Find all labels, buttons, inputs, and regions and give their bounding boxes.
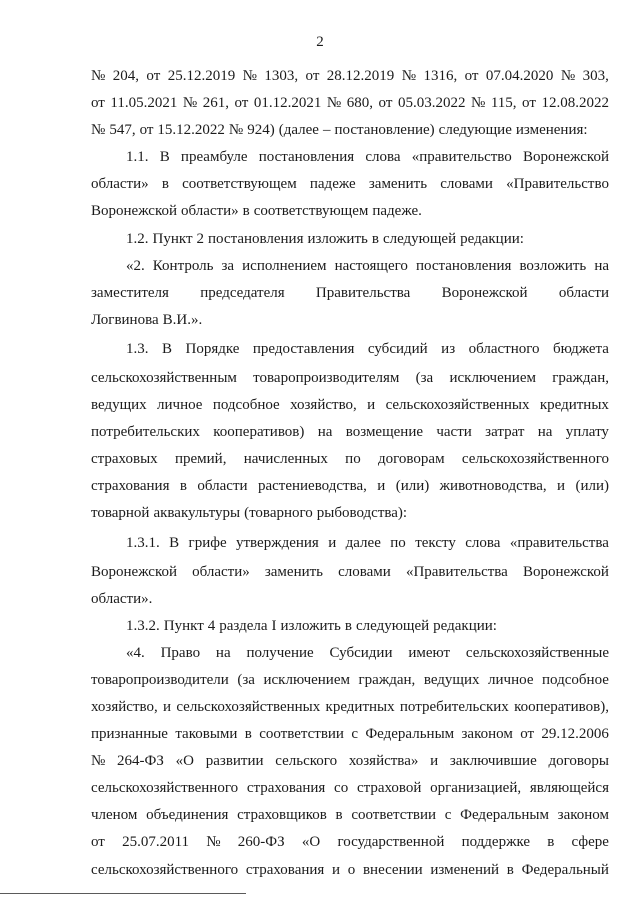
text-line: области». [91, 590, 153, 607]
text-line: 1.2. Пункт 2 постановления изложить в следующей редакции: [126, 230, 524, 247]
text-line: «4. Право на получение Субсидии имеют сельскохозяйственные [126, 644, 609, 661]
text-line: страховых премий, начисленных по договорам сельскохозяйственного [91, 451, 609, 468]
text-line: сельскохозяйственного страхования и о внесении изменений в Федеральный [91, 861, 609, 878]
text-line: «2. Контроль за исполнением настоящего постановления возложить на [126, 257, 609, 274]
text-line: сельскохозяйственного страхования со страховой организацией, являющейся [91, 780, 609, 797]
text-line: Воронежской области» в соответствующем падеже. [91, 203, 422, 220]
text-line: от 11.05.2021 № 261, от 01.12.2021 № 680, от 05.03.2022 № 115, от 12.08.2022 [91, 95, 609, 112]
text-line: Логвинова В.И.». [91, 311, 203, 328]
text-line: от 25.07.2011 № 260-ФЗ «О государственной поддержке в сфере [91, 834, 609, 851]
text-line: товаропроизводители (за исключением граждан, ведущих личное подсобное [91, 671, 609, 688]
text-line: № 547, от 15.12.2022 № 924) (далее – постановление) следующие изменения: [91, 122, 588, 139]
text-line: товарной аквакультуры (товарного рыбоводства): [91, 505, 408, 522]
text-line: сельскохозяйственным товаропроизводителям (за исключением граждан, [91, 369, 609, 386]
text-line: потребительских кооперативов) на возмещение части затрат на уплату [91, 424, 609, 441]
text-line: хозяйство, и сельскохозяйственных кредитных потребительских кооперативов), [91, 698, 609, 715]
text-line: членом объединения страховщиков в соответствии с Федеральным законом [91, 807, 609, 824]
page-number: 2 [316, 34, 324, 50]
text-line: области» в соответствующем падеже заменить словами «Правительство [91, 176, 609, 193]
footer-rule [0, 893, 246, 894]
text-line: 1.3.1. В грифе утверждения и далее по тексту слова «правительства [126, 534, 609, 551]
text-line: № 264-ФЗ «О развитии сельского хозяйства» и заключившие договоры [91, 753, 609, 770]
text-line: 1.3.2. Пункт 4 раздела I изложить в следующей редакции: [126, 617, 497, 634]
text-line: заместителя председателя Правительства Воронежской области [91, 284, 609, 301]
document-body [91, 63, 609, 884]
text-line: № 204, от 25.12.2019 № 1303, от 28.12.2019 № 1316, от 07.04.2020 № 303, [91, 68, 609, 84]
text-line: 1.3. В Порядке предоставления субсидий из областного бюджета [126, 340, 609, 357]
text-line: Воронежской области» заменить словами «Правительства Воронежской [91, 563, 609, 580]
text-line: 1.1. В преамбуле постановления слова «правительство Воронежской [126, 149, 609, 166]
text-line: признанные таковыми в соответствии с Федеральным законом от 29.12.2006 [91, 726, 609, 743]
text-line: страхования в области растениеводства, и (или) животноводства, и (или) [91, 478, 609, 495]
text-line: ведущих личное подсобное хозяйство, и сельскохозяйственных кредитных [91, 397, 609, 414]
